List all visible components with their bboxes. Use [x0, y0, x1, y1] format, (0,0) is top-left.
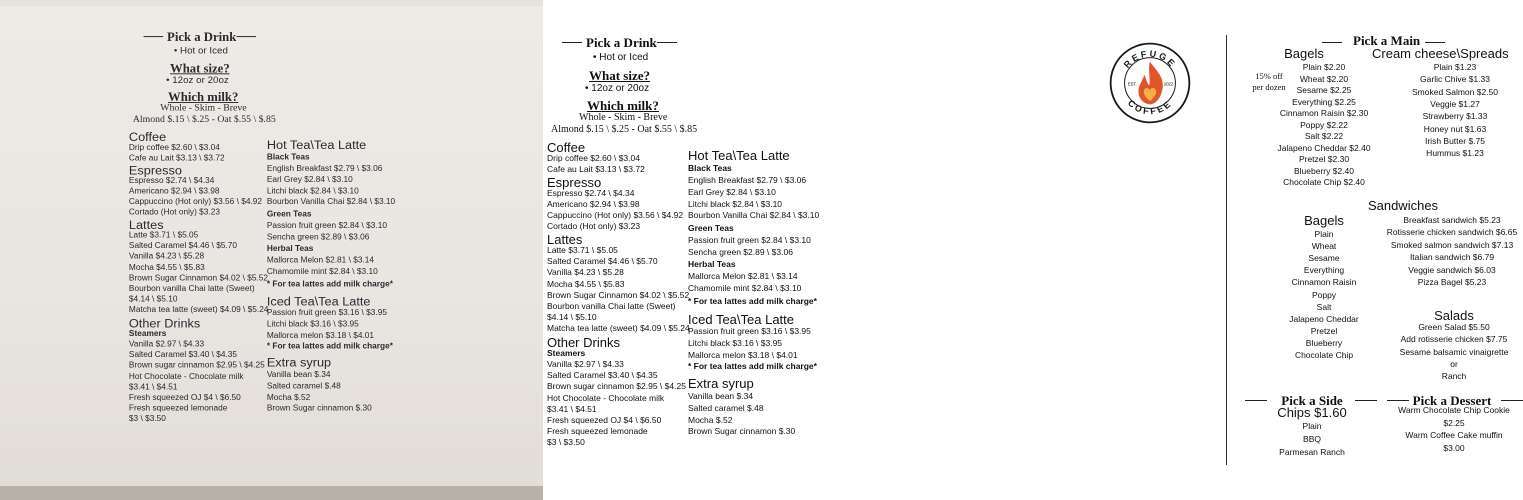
black-teas-label: Black Teas [688, 163, 732, 173]
dessert-item: $2.25 [1443, 417, 1465, 428]
herbal-teas-label: Herbal Teas [266, 243, 314, 253]
tea-milk-note-2: * For tea lattes add milk charge* [266, 340, 393, 351]
drink-rule-left [144, 36, 164, 37]
spread-item: Honey nut $1.63 [1423, 123, 1487, 134]
other-item: Fresh squeezed OJ $4 \ $6.50 [128, 392, 241, 402]
main-rule-left [1322, 42, 1342, 43]
which-milk: Which milk? [587, 98, 659, 113]
latte-item: Mocha $4.55 \ $5.83 [128, 262, 205, 272]
latte-item: $4.14 \ $5.10 [547, 312, 597, 323]
other-item: Hot Chocolate - Chocolate milk [547, 392, 665, 403]
sandwich-item: Italian sandwich $6.79 [1409, 252, 1495, 263]
alt-milks: Almond $.15 \ $.25 - Oat $.55 \ $.85 [132, 114, 276, 125]
dessert-item: $3.00 [1443, 442, 1465, 453]
dessert-header: Pick a Dessert [1412, 393, 1492, 408]
spread-item: Plain $1.23 [1433, 62, 1477, 72]
herbal-tea-item: Chamomile mint $2.84 \ $3.10 [266, 266, 378, 276]
syrup-item: Brown Sugar cinnamon $.30 [266, 403, 372, 413]
herbal-tea-item: Chamomile mint $2.84 \ $3.10 [688, 282, 802, 293]
sandwich-item: Pizza Bagel $5.23 [1417, 277, 1487, 287]
sandwich-bagel: Poppy [1311, 289, 1337, 300]
tea-milk-note: * For tea lattes add milk charge* [688, 296, 817, 306]
other-item: $3.41 \ $4.51 [547, 403, 597, 414]
side-rule-right [1355, 400, 1377, 401]
sandwich-bagel: Cinnamon Raisin [1291, 277, 1357, 288]
black-tea-item: Earl Grey $2.84 \ $3.10 [266, 174, 353, 184]
milks: Whole - Skim - Breve [579, 112, 668, 123]
coffee-item: Drip coffee $2.60 \ $3.04 [128, 142, 220, 152]
coffee-title: Coffee [547, 140, 586, 155]
side-item: Parmesan Ranch [1279, 446, 1345, 457]
salad-item: Sesame balsamic vinaigrette [1399, 346, 1509, 357]
other-item: Vanilla $2.97 \ $4.33 [128, 338, 205, 349]
salads-title: Salads [1434, 308, 1474, 323]
column-divider [1226, 35, 1227, 465]
black-tea-item: English Breakfast $2.79 \ $3.06 [688, 175, 807, 185]
sandwiches-title: Sandwiches [1367, 198, 1439, 213]
espresso-title: Espresso [547, 175, 602, 190]
salad-item: Ranch [1441, 371, 1467, 382]
syrup-item: Salted caramel $.48 [688, 402, 764, 413]
iced-tea-item: Passion fruit green $3.16 \ $3.95 [688, 326, 811, 336]
hot-or-iced-text: Hot or Iced [599, 52, 649, 63]
bagel-price: Poppy $2.22 [1300, 119, 1348, 130]
syrup-item: Vanilla bean $.34 [688, 391, 754, 401]
sandwich-bagel: Pretzel [1310, 325, 1338, 336]
bagel-price: Cinnamon Raisin $2.30 [1279, 108, 1369, 118]
bullet-icon: • [585, 83, 592, 94]
refuge-coffee-logo [1109, 42, 1191, 124]
sandwich-item: Veggie sandwich $6.03 [1408, 264, 1496, 275]
syrup-item: Salted caramel $.48 [266, 380, 341, 391]
bagel-price: Everything $2.25 [1292, 96, 1356, 107]
espresso-title: Espresso [128, 163, 182, 178]
iced-tea-item: Mallorca melon $3.18 \ $4.01 [266, 329, 375, 340]
dessert-item: Warm Chocolate Chip Cookie [1398, 405, 1510, 415]
logo-top-text: REFUGE [1121, 48, 1179, 70]
latte-item: Bourbon vanilla Chai latte (Sweet) [128, 283, 255, 294]
tea-milk-note: * For tea lattes add milk charge* [266, 278, 393, 289]
espresso-item: Cappuccino (Hot only) $3.56 \ $4.92 [128, 196, 263, 207]
steamers-label: Steamers [128, 328, 167, 338]
black-tea-item: Bourbon Vanilla Chai $2.84 \ $3.10 [266, 196, 396, 207]
bagel-price: Wheat $2.20 [1299, 73, 1349, 84]
dozen-note-2: per dozen [1252, 82, 1286, 92]
salad-item: or [1450, 358, 1458, 369]
latte-item: Salted Caramel $4.46 \ $5.70 [547, 256, 658, 267]
other-item: Vanilla $2.97 \ $4.33 [547, 359, 624, 369]
hot-tea-title: Hot Tea\Tea Latte [266, 137, 367, 152]
herbal-tea-item: Mallorca Melon $2.81 \ $3.14 [688, 271, 798, 281]
bagel-price: Salt $2.22 [1304, 131, 1344, 141]
extra-syrup-title: Extra syrup [688, 376, 754, 391]
latte-item: Matcha tea latte (sweet) $4.09 \ $5.24 [128, 304, 269, 315]
coffee-title: Coffee [128, 129, 167, 145]
latte-item: Mocha $4.55 \ $5.83 [547, 278, 625, 289]
iced-tea-title: Iced Tea\Tea Latte [266, 293, 371, 309]
espresso-item: Americano $2.94 \ $3.98 [128, 186, 220, 196]
hot-or-iced [174, 47, 228, 57]
other-item: Salted Caramel $3.40 \ $4.35 [128, 349, 238, 360]
other-drinks-title: Other Drinks [128, 315, 201, 331]
latte-item: $4.14 \ $5.10 [128, 294, 178, 304]
other-item: Brown sugar cinnamon $2.95 \ $4.25 [547, 381, 686, 392]
other-item: Fresh squeezed lemonade [547, 426, 648, 437]
spread-item: Strawberry $1.33 [1422, 111, 1488, 122]
main-rule-right [1425, 42, 1445, 43]
spread-item: Smoked Salmon $2.50 [1412, 86, 1498, 97]
other-item: Brown sugar cinnamon $2.95 \ $4.25 [128, 360, 265, 370]
menu-layout-digital [407, 0, 1518, 500]
other-item: Salted Caramel $3.40 \ $4.35 [547, 370, 658, 381]
latte-item: Vanilla $4.23 \ $5.28 [547, 267, 624, 278]
dessert-rule-right [1501, 400, 1523, 401]
sizes [166, 76, 229, 86]
green-tea-item: Sencha green $2.89 \ $3.06 [266, 231, 370, 242]
dessert-item: Warm Coffee Cake muffin [1405, 430, 1503, 440]
coffee-item: Cafe au Lait $3.13 \ $3.72 [547, 164, 645, 174]
green-tea-item: Sencha green $2.89 \ $3.06 [688, 246, 793, 257]
latte-item: Vanilla $4.23 \ $5.28 [128, 251, 205, 261]
herbal-teas-label: Herbal Teas [688, 259, 736, 269]
spread-item: Garlic Chive $1.33 [1420, 74, 1490, 85]
side-header: Pick a Side [1281, 393, 1343, 408]
lattes-title: Lattes [547, 232, 583, 247]
bullet-icon: • [173, 45, 181, 57]
sandwich-bagel: Wheat [1311, 241, 1337, 252]
bagel-price: Blueberry $2.40 [1293, 165, 1355, 176]
espresso-item: Cortado (Hot only) $3.23 [128, 207, 220, 217]
bagel-price: Chocolate Chip $2.40 [1283, 177, 1365, 187]
latte-item: Brown Sugar Cinnamon $4.02 \ $5.52 [547, 289, 690, 300]
sandwich-bagel: Salt [1316, 301, 1332, 312]
hot-or-iced [593, 53, 648, 63]
iced-tea-item: Litchi black $3.16 \ $3.95 [688, 337, 783, 348]
drink-rule-right [657, 42, 677, 43]
other-item: $3 \ $3.50 [547, 437, 585, 448]
bullet-icon: • [593, 52, 600, 63]
bagels-title: Bagels [1284, 46, 1324, 61]
sandwich-bagel: Blueberry [1305, 337, 1343, 348]
main-header: Pick a Main [1353, 33, 1421, 48]
syrup-item: Brown Sugar cinnamon $.30 [688, 426, 796, 437]
side-rule-left [1245, 400, 1267, 401]
black-tea-item: Bourbon Vanilla Chai $2.84 \ $3.10 [688, 210, 820, 221]
green-teas-label: Green Teas [688, 223, 734, 233]
sizes-text: 12oz or 20oz [172, 75, 229, 86]
latte-item: Salted Caramel $4.46 \ $5.70 [128, 240, 238, 251]
espresso-item: Cappuccino (Hot only) $3.56 \ $4.92 [547, 210, 684, 220]
spread-item: Hummus $1.23 [1426, 148, 1484, 159]
sandwich-item: Rotisserie chicken sandwich $6.65 [1386, 227, 1518, 238]
latte-item: Bourbon vanilla Chai latte (Sweet) [547, 301, 676, 311]
latte-item: Matcha tea latte (sweet) $4.09 \ $5.24 [547, 323, 690, 334]
logo-est: EST. [1127, 81, 1137, 87]
latte-item: Latte $3.71 \ $5.05 [128, 229, 199, 240]
black-teas-label: Black Teas [266, 151, 310, 162]
iced-tea-item: Passion fruit green $3.16 \ $3.95 [266, 307, 387, 317]
black-tea-item: Litchi black $2.84 \ $3.10 [688, 198, 783, 209]
syrup-item: Mocha $.52 [688, 414, 733, 425]
logo-bottom-text: COFFEE [1125, 97, 1175, 117]
spread-item: Veggie $1.27 [1430, 98, 1480, 109]
drink-header: Pick a Drink [586, 35, 657, 50]
iced-tea-item: Mallorca melon $3.18 \ $4.01 [688, 349, 798, 360]
other-item: Fresh squeezed OJ $4 \ $6.50 [547, 415, 662, 425]
iced-tea-item: Litchi black $3.16 \ $3.95 [266, 318, 359, 329]
bagel-price: Sesame $2.25 [1296, 85, 1352, 95]
bagel-price: Jalapeno Cheddar $2.40 [1277, 142, 1371, 153]
salad-item: Add rotisserie chicken $7.75 [1400, 334, 1508, 345]
green-teas-label: Green Teas [266, 208, 312, 219]
drink-rule-left [562, 42, 582, 43]
green-tea-item: Passion fruit green $2.84 \ $3.10 [266, 220, 387, 230]
other-item: $3 \ $3.50 [128, 413, 166, 424]
what-size: What size? [169, 60, 230, 76]
other-item: Hot Chocolate - Chocolate milk [128, 370, 244, 381]
alt-milks: Almond $.15 \ $.25 - Oat $.55 \ $.85 [551, 124, 698, 135]
tea-milk-note-2: * For tea lattes add milk charge* [688, 361, 817, 371]
logo-year: 2022 [1163, 81, 1174, 87]
hot-tea-title: Hot Tea\Tea Latte [688, 148, 790, 163]
black-tea-item: Earl Grey $2.84 \ $3.10 [688, 186, 776, 197]
bullet-icon: • [166, 75, 173, 86]
spread-item: Irish Butter $.75 [1424, 135, 1486, 146]
sandwich-bagel: Chocolate Chip [1294, 350, 1354, 360]
lattes-title: Lattes [128, 217, 164, 232]
black-tea-item: Litchi black $2.84 \ $3.10 [266, 185, 359, 196]
black-tea-item: English Breakfast $2.79 \ $3.06 [266, 163, 383, 173]
dozen-note-1: 15% off [1255, 71, 1283, 81]
drink-rule-right [237, 36, 257, 37]
steamers-label: Steamers [547, 348, 586, 358]
sandwich-bagel: Everything [1303, 265, 1345, 276]
sizes-text: 12oz or 20oz [591, 83, 650, 94]
sandwich-bagel: Sesame [1308, 253, 1340, 264]
coffee-item: Drip coffee $2.60 \ $3.04 [547, 153, 640, 163]
syrup-item: Mocha $.52 [266, 391, 311, 402]
which-milk: Which milk? [168, 89, 239, 104]
other-item: $3.41 \ $4.51 [128, 381, 178, 392]
espresso-item: Cortado (Hot only) $3.23 [547, 221, 641, 231]
herbal-tea-item: Mallorca Melon $2.81 \ $3.14 [266, 254, 375, 265]
sandwich-item: Breakfast sandwich $5.23 [1403, 215, 1501, 225]
syrup-item: Vanilla bean $.34 [266, 369, 331, 379]
bagel-price: Plain $2.20 [1302, 62, 1346, 72]
espresso-item: Espresso $2.74 \ $4.34 [547, 188, 635, 198]
what-size: What size? [589, 68, 651, 83]
sandwich-item: Smoked salmon sandwich $7.13 [1390, 239, 1514, 250]
dessert-rule-left [1387, 400, 1409, 401]
spreads-title: Cream cheese\Spreads [1372, 46, 1509, 61]
sandwich-bagels-title: Bagels [1304, 213, 1344, 228]
iced-tea-title: Iced Tea\Tea Latte [688, 312, 795, 327]
coffee-item: Cafe au Lait $3.13 \ $3.72 [128, 152, 225, 163]
espresso-item: Espresso $2.74 \ $4.34 [128, 175, 215, 186]
espresso-item: Americano $2.94 \ $3.98 [547, 199, 640, 209]
hot-or-iced-text: Hot or Iced [180, 45, 228, 57]
side-price: Chips $1.60 [1277, 405, 1347, 420]
side-item: BBQ [1303, 433, 1321, 444]
extra-syrup-title: Extra syrup [266, 355, 332, 370]
menu-digital-copy [543, 0, 1518, 500]
other-drinks-title: Other Drinks [547, 335, 620, 350]
salad-item: Green Salad $5.50 [1418, 322, 1490, 332]
sandwich-bagel: Jalapeno Cheddar [1289, 313, 1359, 324]
green-tea-item: Passion fruit green $2.84 \ $3.10 [688, 235, 811, 245]
other-item: Fresh squeezed lemonade [128, 403, 228, 413]
latte-item: Latte $3.71 \ $5.05 [547, 245, 618, 255]
sandwich-bagel: Plain [1314, 229, 1334, 239]
side-item: Plain [1302, 421, 1322, 431]
milks: Whole - Skim - Breve [160, 102, 247, 114]
bagel-price: Pretzel $2.30 [1298, 154, 1350, 164]
latte-item: Brown Sugar Cinnamon $4.02 \ $5.52 [128, 272, 269, 283]
sizes [585, 84, 649, 94]
drink-header: Pick a Drink [167, 29, 237, 44]
